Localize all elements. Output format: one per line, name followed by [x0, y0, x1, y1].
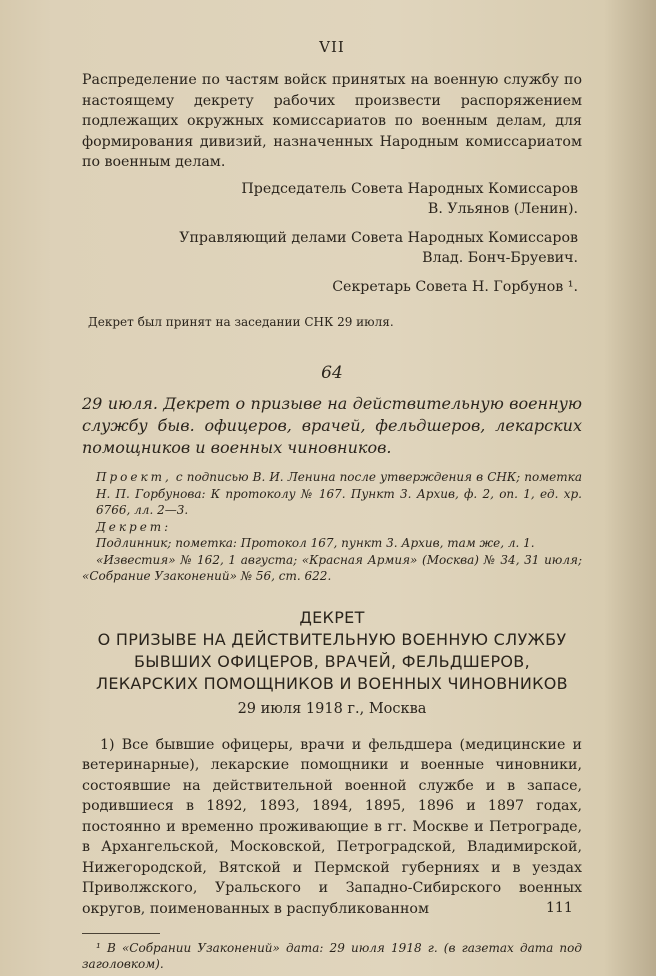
source-draft	[82, 469, 582, 519]
page-number: 111	[546, 900, 573, 916]
signature-name: В. Ульянов (Ленин).	[427, 201, 578, 217]
decree-heading-line: БЫВШИХ ОФИЦЕРОВ, ВРАЧЕЙ, ФЕЛЬДШЕРОВ,	[134, 651, 530, 671]
signature-manager	[82, 228, 582, 269]
page-content	[82, 38, 582, 972]
publications-text: «Известия» № 162, 1 августа; «Красная Армия» (Москва) № 34, 31 июля; «Собрание Узаконений» № 56, ст. 622.	[82, 552, 582, 583]
source-decree-label	[82, 519, 582, 536]
signature-title: Секретарь Совета Н. Горбунов ¹.	[332, 278, 578, 295]
decree-date: 29 июля 1918 г., Москва	[237, 700, 427, 717]
document-number: 64	[321, 363, 343, 383]
decree-heading-line: О ПРИЗЫВЕ НА ДЕЙСТВИТЕЛЬНУЮ ВОЕННУЮ СЛУЖБУ	[97, 629, 567, 649]
decree-heading-line: ДЕКРЕТ	[299, 607, 365, 627]
decree-label: Декрет:	[96, 519, 172, 534]
signature-secretary	[82, 277, 582, 298]
adoption-note: Декрет был принят на заседании СНК 29 июля.	[88, 315, 394, 329]
draft-label: Проект,	[96, 470, 172, 484]
original-text: Подлинник; пометка: Протокол 167, пункт 3. Архив, там же, л. 1.	[96, 536, 535, 550]
decree-paragraph-1: 1) Все бывшие офицеры, врачи и фельдшера (медицинские и ветеринарные), лекарские помощники и военные чиновники, состоявшие на действительной военной службе и в запасе, родившиеся в 1892, 1893, 1894, 1895, 1896 и 1897 годах, постоянно и временно проживающие в гг. Москве и Петрограде, в Архангельской, Московской, Петроградской, Владимирской, Нижегородской, Вятской и Пермской губерниях и в уездах Приволжского, Уральского и Западно-Сибирского военных округов, поименованных в распубликованном	[82, 736, 582, 917]
decree-heading	[82, 607, 582, 695]
distribution-paragraph: Распределение по частям войск принятых на военную службу по настоящему декрету рабочих произвести распоряжением подлежащих окружных комиссариатов по военным делам, для формирования дивизий, назначенных Народным комиссариатом по военным делам.	[82, 72, 582, 170]
source-original	[82, 535, 582, 552]
decree-heading-line: ЛЕКАРСКИХ ПОМОЩНИКОВ И ВОЕННЫХ ЧИНОВНИКОВ	[96, 673, 568, 693]
signature-block	[82, 179, 582, 298]
section-number: VII	[319, 38, 345, 56]
signature-name: Влад. Бонч-Бруевич.	[422, 250, 578, 266]
footnote: ¹ В «Собрании Узаконений» дата: 29 июля 1918 г. (в газетах дата под заголовком).	[82, 941, 582, 971]
signature-title: Управляющий делами Совета Народных Комиссаров	[179, 229, 578, 246]
signature-title: Председатель Совета Народных Комиссаров	[241, 180, 578, 197]
source-publications	[82, 552, 582, 585]
signature-chairman	[82, 179, 582, 220]
source-references	[82, 469, 582, 585]
draft-text: с подписью В. И. Ленина после утверждения в СНК; пометка Н. П. Горбунова: К протоколу № 167. Пункт 3. Архив, ф. 2, оп. 1, ед. хр. 6766, лл. 2—3.	[96, 470, 582, 517]
document-title: 29 июля. Декрет о призыве на действительную военную службу быв. офицеров, врачей, фельдшеров, лекарских помощников и военных чиновников.	[82, 394, 582, 457]
footnote-divider	[82, 933, 160, 934]
